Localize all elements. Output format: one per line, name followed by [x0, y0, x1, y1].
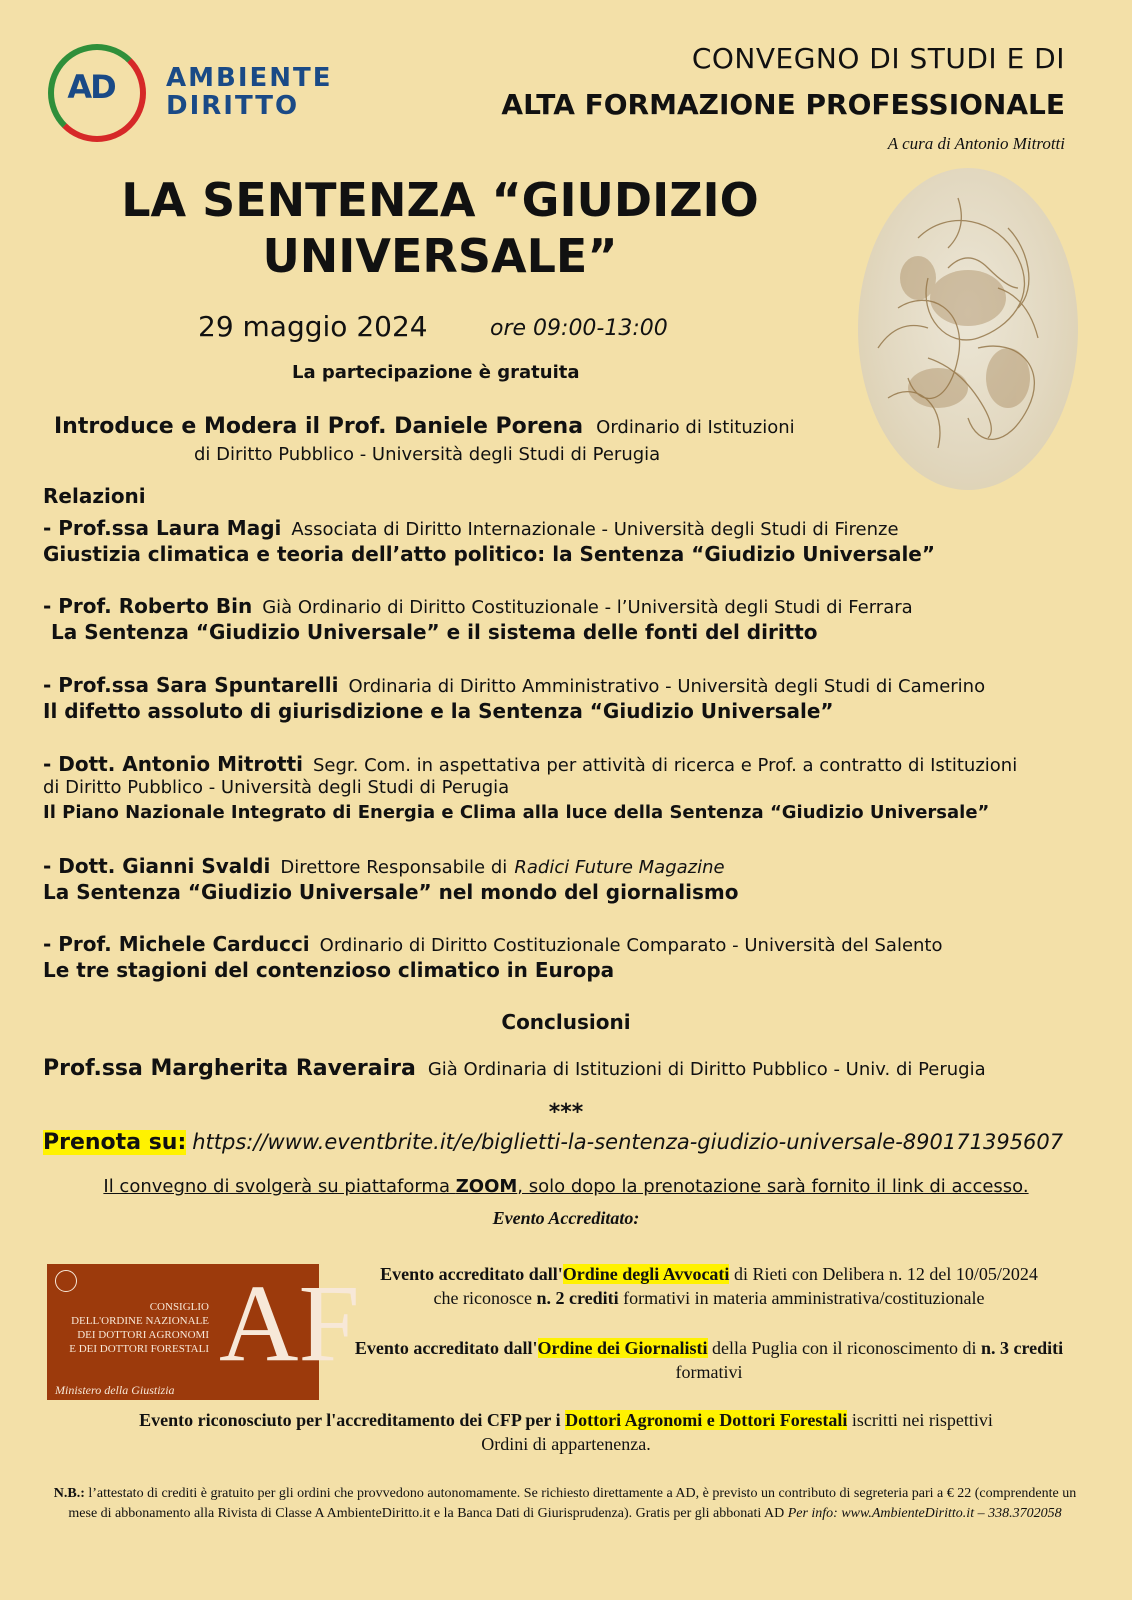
note-label: N.B.:	[53, 1486, 85, 1501]
free-participation: La partecipazione è gratuita	[292, 362, 580, 383]
event-date: 29 maggio 2024	[198, 310, 428, 343]
talk-title: La Sentenza “Giudizio Universale” e il sistema delle fonti del diritto	[51, 620, 818, 644]
magazine-name: Radici Future Magazine	[514, 857, 725, 878]
zoom-note-platform: ZOOM	[455, 1176, 518, 1197]
footer-note	[40, 1484, 1090, 1524]
logo-mark: AD	[67, 68, 115, 106]
logo-line2: DIRITTO	[166, 91, 300, 121]
speaker-block	[43, 516, 1093, 566]
speaker-name: - Prof. Roberto Bin	[43, 594, 253, 618]
republic-emblem-icon	[55, 1270, 77, 1292]
acc-text: della Puglia con il riconoscimento di	[707, 1338, 981, 1358]
ambiente-diritto-logo	[48, 44, 358, 150]
acc-credits: n. 3 crediti	[980, 1338, 1064, 1358]
badge-text	[47, 1300, 209, 1356]
accreditation-agronomi	[0, 1408, 1132, 1456]
curator: A cura di Antonio Mitrotti	[887, 134, 1065, 153]
zoom-note-a: Il convegno di svolgerà su piattaforma	[103, 1176, 456, 1197]
header-line2: ALTA FORMAZIONE PROFESSIONALE	[501, 88, 1065, 121]
booking-link[interactable]: https://www.eventbrite.it/e/biglietti-la-sentenza-giudizio-universale-890171395607	[192, 1130, 1064, 1154]
acc-text: Evento riconosciuto per l'accreditamento dei CFP per i	[139, 1410, 566, 1430]
conclusions-heading: Conclusioni	[501, 1010, 631, 1034]
acc-highlight: Dottori Agronomi e Dottori Forestali	[565, 1410, 848, 1430]
conclusions-line	[43, 1056, 986, 1081]
speaker-role: Direttore Responsabile di	[280, 857, 508, 878]
speaker-block	[43, 932, 1093, 982]
acc-highlight: Ordine dei Giornalisti	[537, 1338, 708, 1358]
speaker-role-cont: di Diritto Pubblico - Università degli Studi di Perugia	[43, 777, 510, 798]
logo-line1: AMBIENTE	[166, 63, 333, 93]
sketch-artwork-drawing	[858, 168, 1078, 490]
badge-line: CONSIGLIO	[149, 1301, 209, 1313]
acc-text: Evento accreditato dall'	[354, 1338, 538, 1358]
agronomi-council-badge	[47, 1262, 360, 1400]
speaker-name: - Prof. Michele Carducci	[43, 932, 310, 956]
note-text: l’attestato di crediti è gratuito per gli ordini che provvedono autonomamente. Se richiesto direttamente a AD, è previsto un contributo di segreteria pari a € 22 (comprendente un mese di abbonamento alla Rivista di Classe A AmbienteDiritto.it e la Banca Dati di Giurisprudenza). Gratis per gli abbonati AD	[68, 1486, 1077, 1521]
note-info: Per info: www.AmbienteDiritto.it – 338.3702058	[787, 1506, 1062, 1521]
badge-line: E DEI DOTTORI FORESTALI	[69, 1343, 209, 1355]
talk-title: Il difetto assoluto di giurisdizione e la Sentenza “Giudizio Universale”	[43, 699, 834, 723]
badge-line: DEI DOTTORI AGRONOMI	[77, 1329, 209, 1341]
accreditation-avvocati	[320, 1262, 1098, 1310]
speaker-role: Ordinario di Diritto Costituzionale Comparato - Università del Salento	[319, 935, 943, 956]
acc-text: Evento accreditato dall'	[380, 1264, 563, 1284]
acc-text: di Rieti con Delibera n. 12 del 10/05/2024	[729, 1264, 1038, 1284]
speaker-name: - Dott. Gianni Svaldi	[43, 854, 271, 878]
relazioni-heading: Relazioni	[43, 484, 146, 508]
header-line1: CONVEGNO DI STUDI E DI	[691, 42, 1065, 75]
conclusions-role: Già Ordinaria di Istituzioni di Diritto Pubblico - Univ. di Perugia	[427, 1059, 986, 1080]
acc-text: formativi	[675, 1362, 743, 1382]
speaker-block	[43, 752, 1093, 823]
badge-af-mark: AF	[219, 1262, 360, 1384]
booking-line	[43, 1130, 1063, 1155]
moderator-role: Ordinario di Istituzioni	[596, 417, 795, 438]
event-hours: ore 09:00-13:00	[490, 316, 668, 341]
conclusions-name: Prof.ssa Margherita Raveraira	[43, 1056, 416, 1081]
speaker-name: - Prof.ssa Sara Spuntarelli	[43, 673, 339, 697]
speaker-name: - Dott. Antonio Mitrotti	[43, 752, 303, 776]
speaker-role: Segr. Com. in aspettativa per attività di ricerca e Prof. a contratto di Istituzioni	[313, 755, 1018, 776]
speaker-role: Associata di Diritto Internazionale - Università degli Studi di Firenze	[291, 519, 899, 540]
accreditation-heading: Evento Accreditato:	[492, 1208, 640, 1228]
acc-text: Ordini di appartenenza.	[481, 1434, 651, 1454]
talk-title: Giustizia climatica e teoria dell’atto politico: la Sentenza “Giudizio Universale”	[43, 542, 936, 566]
talk-title: Il Piano Nazionale Integrato di Energia e Clima alla luce della Sentenza “Giudizio Universale”	[43, 802, 990, 823]
zoom-note	[0, 1176, 1132, 1197]
speaker-role: Ordinaria di Diritto Amministrativo - Università degli Studi di Camerino	[348, 676, 986, 697]
acc-text: iscritti nei rispettivi	[847, 1410, 993, 1430]
speaker-block	[43, 673, 1093, 723]
acc-credits: n. 2 crediti	[536, 1288, 619, 1308]
speaker-block	[43, 594, 1093, 644]
talk-title: Le tre stagioni del contenzioso climatico in Europa	[43, 958, 615, 982]
speaker-role: Già Ordinario di Diritto Costituzionale - l’Università degli Studi di Ferrara	[262, 597, 913, 618]
booking-label: Prenota su:	[43, 1130, 187, 1155]
acc-highlight: Ordine degli Avvocati	[562, 1264, 730, 1284]
separator: ***	[548, 1100, 584, 1125]
zoom-note-c: , solo dopo la prenotazione sarà fornito il link di accesso.	[517, 1176, 1029, 1197]
moderator-line	[54, 414, 854, 439]
speaker-block	[43, 854, 1093, 904]
speaker-name: - Prof.ssa Laura Magi	[43, 516, 282, 540]
acc-text: che riconosce	[433, 1288, 537, 1308]
accreditation-giornalisti	[320, 1336, 1098, 1384]
badge-line: DELL'ORDINE NAZIONALE	[71, 1315, 209, 1327]
badge-ministry: Ministero della Giustizia	[55, 1383, 175, 1397]
talk-title: La Sentenza “Giudizio Universale” nel mondo del giornalismo	[43, 880, 739, 904]
logo-wordmark	[166, 64, 333, 120]
sketch-artwork-image	[858, 168, 1078, 490]
acc-text: formativi in materia amministrativa/costituzionale	[618, 1288, 985, 1308]
event-title: LA SENTENZA “GIUDIZIO UNIVERSALE”	[121, 173, 759, 283]
moderator-role-cont: di Diritto Pubblico - Università degli Studi di Perugia	[194, 444, 661, 465]
moderator-name: Introduce e Modera il Prof. Daniele Porena	[54, 414, 584, 439]
